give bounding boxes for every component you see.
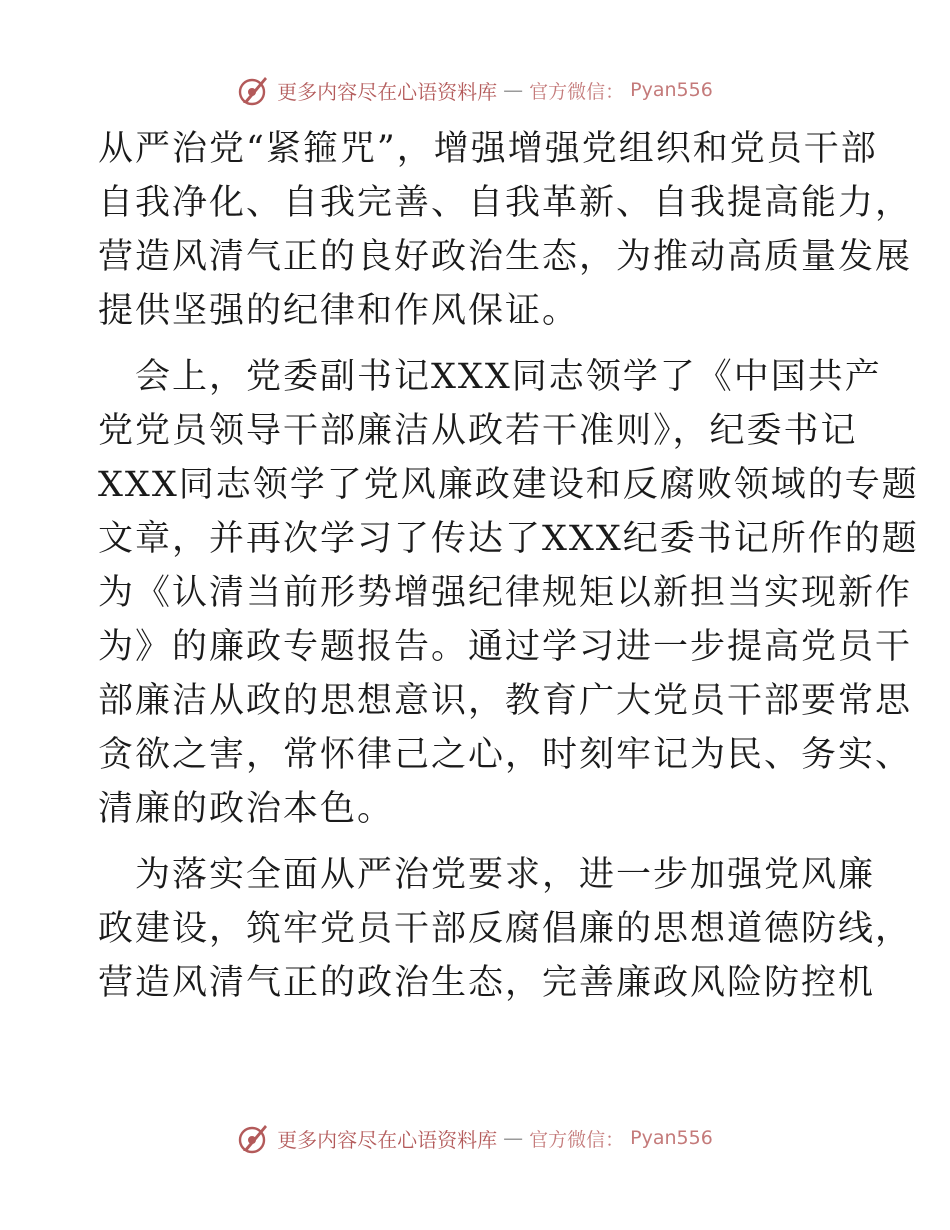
text-line: 文章，并再次学习了传达了XXX纪委书记所作的题 — [98, 519, 919, 559]
watermark-wechat-id: Pyan556 — [630, 79, 713, 101]
text-line: 贪欲之害，常怀律己之心，时刻牢记为民、务实、 — [98, 735, 913, 775]
text-line: 部廉洁从政的思想意识，教育广大党员干部要常思 — [98, 681, 913, 721]
text-line: XXX同志领学了党风廉政建设和反腐败领域的专题 — [98, 465, 919, 505]
text-line: 提供坚强的纪律和作风保证。 — [98, 291, 580, 331]
watermark-wechat-label: 官方微信： — [529, 1128, 625, 1151]
watermark-main-text: 更多内容尽在心语资料库 — [277, 79, 498, 104]
quill-logo-icon — [237, 73, 271, 107]
text-line: 营造风清气正的良好政治生态，为推动高质量发展 — [98, 237, 913, 277]
quill-logo-icon — [237, 1121, 271, 1155]
text-line: 营造风清气正的政治生态，完善廉政风险防控机 — [98, 963, 876, 1003]
paragraph — [98, 350, 919, 836]
text-line: 自我净化、自我完善、自我革新、自我提高能力， — [98, 183, 913, 223]
paragraph — [98, 848, 913, 1010]
header-watermark — [0, 70, 950, 110]
footer-watermark — [0, 1118, 950, 1158]
watermark-dash: — — [503, 1126, 524, 1150]
paragraph-gap — [98, 338, 858, 350]
document-body — [98, 122, 919, 1010]
watermark-main-text: 更多内容尽在心语资料库 — [277, 1127, 498, 1152]
text-line: 为》的廉政专题报告。通过学习进一步提高党员干 — [98, 627, 913, 667]
text-line: 为《认清当前形势增强纪律规矩以新担当实现新作 — [98, 573, 913, 613]
text-line: 清廉的政治本色。 — [98, 789, 395, 829]
text-line: 从严治党“紧箍咒”，增强增强党组织和党员干部 — [98, 129, 878, 169]
text-line: 党党员领导干部廉洁从政若干准则》，纪委书记 — [98, 411, 858, 451]
text-line: 为落实全面从严治党要求，进一步加强党风廉 — [98, 855, 876, 895]
watermark-dash: — — [503, 78, 524, 102]
text-line: 会上，党委副书记XXX同志领学了《中国共产 — [98, 357, 882, 397]
watermark-wechat-id: Pyan556 — [630, 1127, 713, 1149]
paragraph-gap — [98, 836, 858, 848]
watermark-wechat-label: 官方微信： — [529, 80, 625, 103]
text-line: 政建设，筑牢党员干部反腐倡廉的思想道德防线， — [98, 909, 913, 949]
paragraph — [98, 122, 913, 338]
